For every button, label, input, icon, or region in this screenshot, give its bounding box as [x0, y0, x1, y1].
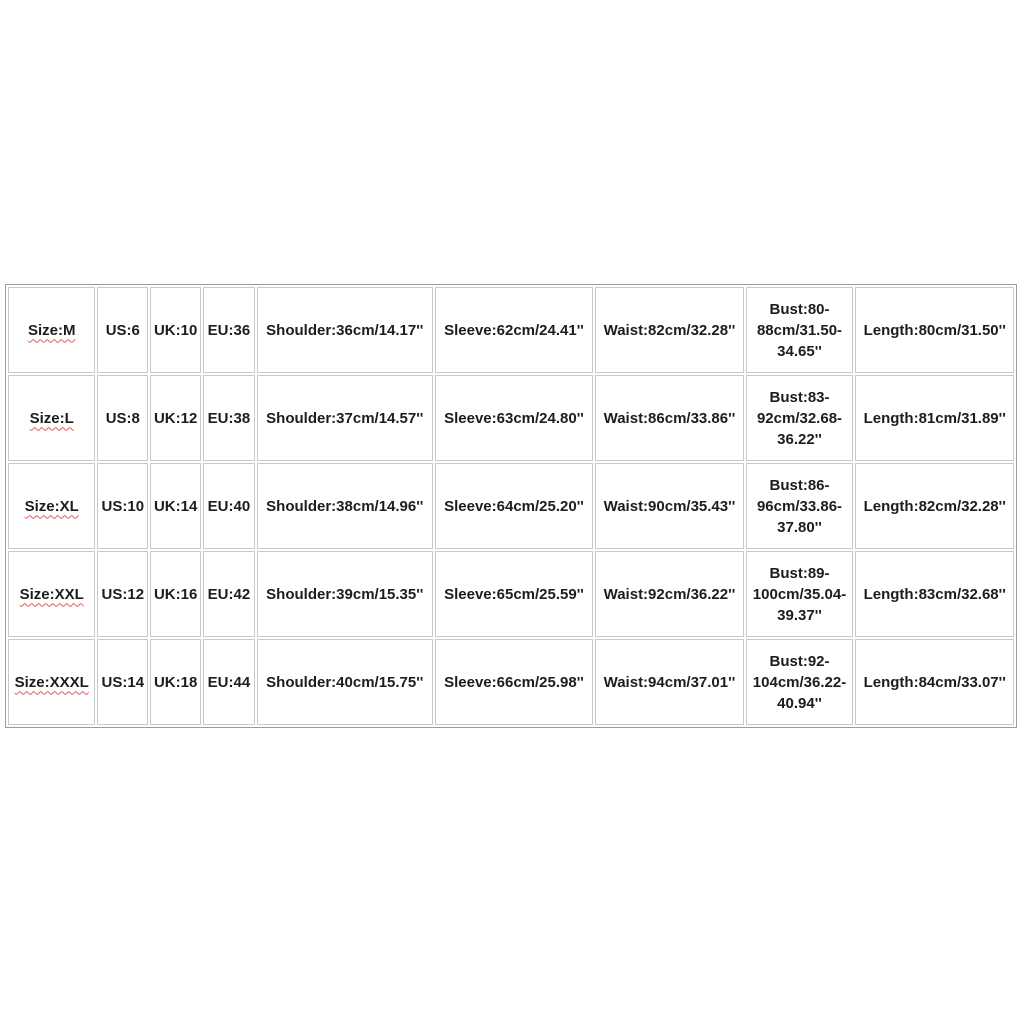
cell-shoulder [257, 463, 433, 549]
sleeve-value: Sleeve:63cm/24.80'' [444, 409, 584, 427]
cell-bust [746, 463, 854, 549]
bust-value: Bust:80-88cm/31.50-34.65'' [756, 300, 843, 360]
cell-uk [150, 287, 201, 373]
waist-value: Waist:94cm/37.01'' [603, 673, 736, 691]
cell-bust [746, 375, 854, 461]
waist-value: Waist:90cm/35.43'' [603, 497, 736, 515]
sleeve-value: Sleeve:65cm/25.59'' [444, 585, 584, 603]
cell-eu [203, 463, 255, 549]
shoulder-value: Shoulder:38cm/14.96'' [266, 497, 424, 515]
bust-value: Bust:89-100cm/35.04-39.37'' [752, 564, 847, 624]
cell-us [97, 551, 148, 637]
cell-bust [746, 639, 854, 725]
uk-value: UK:10 [153, 321, 198, 339]
shoulder-value: Shoulder:39cm/15.35'' [266, 585, 424, 603]
waist-value: Waist:82cm/32.28'' [603, 321, 736, 339]
bust-value: Bust:92-104cm/36.22-40.94'' [752, 652, 847, 712]
us-value: US:8 [105, 409, 140, 427]
cell-shoulder [257, 287, 433, 373]
cell-uk [150, 551, 201, 637]
length-value: Length:80cm/31.50'' [863, 321, 1006, 339]
bust-value: Bust:86-96cm/33.86-37.80'' [756, 476, 843, 536]
cell-waist [595, 287, 743, 373]
table-row [8, 287, 1014, 373]
cell-uk [150, 375, 201, 461]
size-chart-body [8, 287, 1014, 725]
uk-value: UK:12 [153, 409, 198, 427]
cell-shoulder [257, 551, 433, 637]
length-value: Length:82cm/32.28'' [863, 497, 1006, 515]
bust-value: Bust:83-92cm/32.68-36.22'' [756, 388, 843, 448]
cell-uk [150, 639, 201, 725]
cell-sleeve [435, 287, 594, 373]
cell-shoulder [257, 639, 433, 725]
us-value: US:14 [101, 673, 145, 691]
waist-value: Waist:92cm/36.22'' [603, 585, 736, 603]
eu-value: EU:44 [207, 673, 251, 691]
cell-sleeve [435, 463, 594, 549]
cell-us [97, 375, 148, 461]
size-chart-table [5, 284, 1017, 728]
cell-length [855, 639, 1014, 725]
table-row [8, 639, 1014, 725]
cell-eu [203, 639, 255, 725]
cell-shoulder [257, 375, 433, 461]
us-value: US:6 [105, 321, 140, 339]
shoulder-value: Shoulder:37cm/14.57'' [266, 409, 424, 427]
size-label: Size:XXXL [14, 673, 89, 691]
cell-size [8, 375, 95, 461]
sleeve-value: Sleeve:64cm/25.20'' [444, 497, 584, 515]
eu-value: EU:38 [207, 409, 251, 427]
cell-waist [595, 375, 743, 461]
cell-size [8, 639, 95, 725]
cell-bust [746, 551, 854, 637]
shoulder-value: Shoulder:36cm/14.17'' [266, 321, 424, 339]
cell-length [855, 375, 1014, 461]
cell-sleeve [435, 551, 594, 637]
cell-sleeve [435, 375, 594, 461]
us-value: US:10 [101, 497, 145, 515]
sleeve-value: Sleeve:62cm/24.41'' [444, 321, 584, 339]
cell-length [855, 287, 1014, 373]
sleeve-value: Sleeve:66cm/25.98'' [444, 673, 584, 691]
cell-waist [595, 551, 743, 637]
eu-value: EU:42 [207, 585, 251, 603]
cell-length [855, 551, 1014, 637]
uk-value: UK:14 [153, 497, 198, 515]
uk-value: UK:18 [153, 673, 198, 691]
cell-size [8, 463, 95, 549]
table-row [8, 375, 1014, 461]
table-row [8, 551, 1014, 637]
cell-uk [150, 463, 201, 549]
length-value: Length:83cm/32.68'' [863, 585, 1006, 603]
eu-value: EU:40 [207, 497, 251, 515]
cell-eu [203, 551, 255, 637]
length-value: Length:84cm/33.07'' [863, 673, 1006, 691]
length-value: Length:81cm/31.89'' [863, 409, 1006, 427]
cell-waist [595, 639, 743, 725]
shoulder-value: Shoulder:40cm/15.75'' [266, 673, 424, 691]
size-label: Size:M [27, 321, 76, 339]
cell-size [8, 551, 95, 637]
size-label: Size:XXL [19, 585, 84, 603]
cell-eu [203, 375, 255, 461]
cell-us [97, 287, 148, 373]
cell-bust [746, 287, 854, 373]
cell-size [8, 287, 95, 373]
size-label: Size:XL [24, 497, 79, 515]
waist-value: Waist:86cm/33.86'' [603, 409, 736, 427]
cell-sleeve [435, 639, 594, 725]
cell-us [97, 463, 148, 549]
us-value: US:12 [101, 585, 145, 603]
table-row [8, 463, 1014, 549]
uk-value: UK:16 [153, 585, 198, 603]
cell-length [855, 463, 1014, 549]
cell-eu [203, 287, 255, 373]
cell-waist [595, 463, 743, 549]
eu-value: EU:36 [207, 321, 251, 339]
size-label: Size:L [29, 409, 74, 427]
cell-us [97, 639, 148, 725]
